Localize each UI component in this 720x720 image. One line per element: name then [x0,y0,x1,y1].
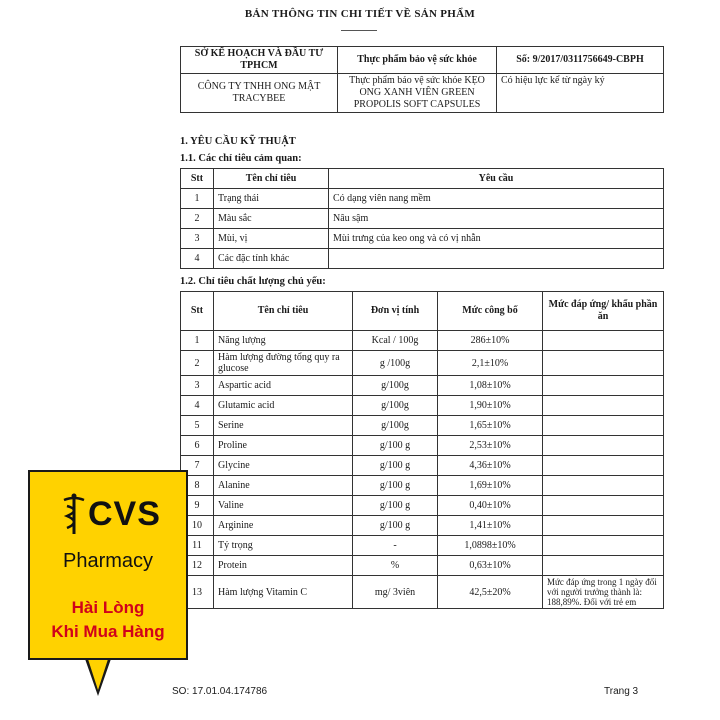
unit-cell: g/100 g [353,516,438,536]
dri-cell [543,376,664,396]
stt-cell: 2 [181,209,214,229]
sensory-col-stt: Stt [181,169,214,189]
dri-cell [543,331,664,351]
table-row [181,476,664,496]
dri-cell [543,456,664,476]
stt-cell: 3 [181,376,214,396]
stt-cell: 2 [181,351,214,376]
unit-cell: mg/ 3viên [353,576,438,609]
footer-serial: SO: 17.01.04.174786 [172,686,268,697]
quality-col-unit: Đơn vị tính [353,292,438,331]
sensory-table [180,168,664,269]
req-cell: Nâu sậm [329,209,664,229]
stt-cell: 1 [181,189,214,209]
stt-cell: 8 [181,476,214,496]
stt-cell: 7 [181,456,214,476]
table-row [181,516,664,536]
stt-cell: 9 [181,496,214,516]
table-row [181,496,664,516]
stt-cell: 5 [181,416,214,436]
dri-cell [543,556,664,576]
name-cell: Glutamic acid [214,396,353,416]
unit-cell: g /100g [353,351,438,376]
declared-cell: 286±10% [438,331,543,351]
dri-cell [543,416,664,436]
table-row [181,249,664,269]
unit-cell: g/100 g [353,496,438,516]
unit-cell: - [353,536,438,556]
req-cell: Mùi trưng của keo ong và có vị nhẫn [329,229,664,249]
name-cell: Các đặc tính khác [214,249,329,269]
table-row [181,229,664,249]
name-cell: Alanine [214,476,353,496]
req-cell: Có dạng viên nang mềm [329,189,664,209]
table-row [181,436,664,456]
unit-cell: g/100 g [353,456,438,476]
table-row [181,556,664,576]
quality-table [180,291,664,609]
pharmacy-label: Pharmacy [62,550,154,572]
declared-cell: 0,63±10% [438,556,543,576]
name-cell: Protein [214,556,353,576]
name-cell: Màu sắc [214,209,329,229]
validity-cell: Có hiệu lực kể từ ngày ký [497,74,664,113]
cvs-badge [28,470,188,660]
quality-col-declared: Mức công bố [438,292,543,331]
quality-col-dri: Mức đáp ứng/ khẩu phần ăn [543,292,664,331]
section-heading-1-1: 1.1. Các chỉ tiêu cảm quan: [180,153,302,164]
stt-cell: 1 [181,331,214,351]
declared-cell: 1,90±10% [438,396,543,416]
table-row [181,576,664,609]
declared-cell: 1,69±10% [438,476,543,496]
table-row [181,536,664,556]
table-row [181,416,664,436]
badge-pointer-fill [87,656,109,690]
stt-cell: 4 [181,249,214,269]
dri-cell: Mức đáp ứng trong 1 ngày đối với người trưởng thành là: 188,89%. Đối với trẻ em [543,576,664,609]
cvs-logo [60,492,161,536]
stt-cell: 10 [181,516,214,536]
name-cell: Proline [214,436,353,456]
unit-cell: g/100g [353,396,438,416]
name-cell: Serine [214,416,353,436]
sensory-header-row [181,169,664,189]
table-row [181,189,664,209]
name-cell: Aspartic acid [214,376,353,396]
authority-cell: SỞ KẾ HOẠCH VÀ ĐẦU TƯ TPHCM [181,47,338,74]
unit-cell: g/100g [353,376,438,396]
document-title: BẢN THÔNG TIN CHI TIẾT VỀ SẢN PHẨM [244,8,476,20]
declared-cell: 1,41±10% [438,516,543,536]
dri-cell [543,351,664,376]
name-cell: Trạng thái [214,189,329,209]
table-row [181,456,664,476]
number-cell: Số: 9/2017/0311756649-CBPH [497,47,664,74]
quality-col-stt: Stt [181,292,214,331]
stt-cell: 6 [181,436,214,456]
unit-cell: g/100 g [353,476,438,496]
stt-cell: 11 [181,536,214,556]
table-row [181,376,664,396]
company-cell: CÔNG TY TNHH ONG MẬT TRACYBEE [181,74,338,113]
declared-cell: 2,1±10% [438,351,543,376]
declared-cell: 42,5±20% [438,576,543,609]
dri-cell [543,396,664,416]
dri-cell [543,496,664,516]
stt-cell: 3 [181,229,214,249]
dri-cell [543,536,664,556]
stt-cell: 12 [181,556,214,576]
declared-cell: 1,0898±10% [438,536,543,556]
product-cell: Thực phẩm bảo vệ sức khỏe KẸO ONG XANH VIÊN GREEN PROPOLIS SOFT CAPSULES [338,74,497,113]
footer-page-number: Trang 3 [604,686,639,697]
sensory-col-req: Yêu cầu [329,169,664,189]
name-cell: Hàm lượng Vitamin C [214,576,353,609]
section-heading-1-2: 1.2. Chỉ tiêu chất lượng chủ yếu: [180,276,326,287]
table-row [181,209,664,229]
declared-cell: 2,53±10% [438,436,543,456]
name-cell: Tỷ trọng [214,536,353,556]
declared-cell: 0,40±10% [438,496,543,516]
unit-cell: Kcal / 100g [353,331,438,351]
title-underline [341,30,377,31]
section-heading-1: 1. YÊU CẦU KỸ THUẬT [180,136,296,147]
stt-cell: 4 [181,396,214,416]
caduceus-icon [60,492,88,536]
unit-cell: g/100 g [353,436,438,456]
name-cell: Hàm lượng đường tổng quy ra glucose [214,351,353,376]
category-cell: Thực phẩm bảo vệ sức khỏe [338,47,497,74]
table-row [181,351,664,376]
name-cell: Arginine [214,516,353,536]
dri-cell [543,476,664,496]
cvs-brand-text: CVS [88,494,161,533]
stt-cell: 13 [181,576,214,609]
name-cell: Mùi, vị [214,229,329,249]
slogan-line-1: Hài Lòng [71,598,145,617]
name-cell: Glycine [214,456,353,476]
unit-cell: g/100g [353,416,438,436]
name-cell: Valine [214,496,353,516]
sensory-col-name: Tên chỉ tiêu [214,169,329,189]
table-row [181,396,664,416]
unit-cell: % [353,556,438,576]
declared-cell: 4,36±10% [438,456,543,476]
table-row [181,331,664,351]
slogan-line-2: Khi Mua Hàng [51,622,165,641]
header-table [180,46,664,113]
dri-cell [543,436,664,456]
declared-cell: 1,65±10% [438,416,543,436]
name-cell: Năng lượng [214,331,353,351]
declared-cell: 1,08±10% [438,376,543,396]
req-cell [329,249,664,269]
quality-col-name: Tên chỉ tiêu [214,292,353,331]
dri-cell [543,516,664,536]
quality-header-row [181,292,664,331]
